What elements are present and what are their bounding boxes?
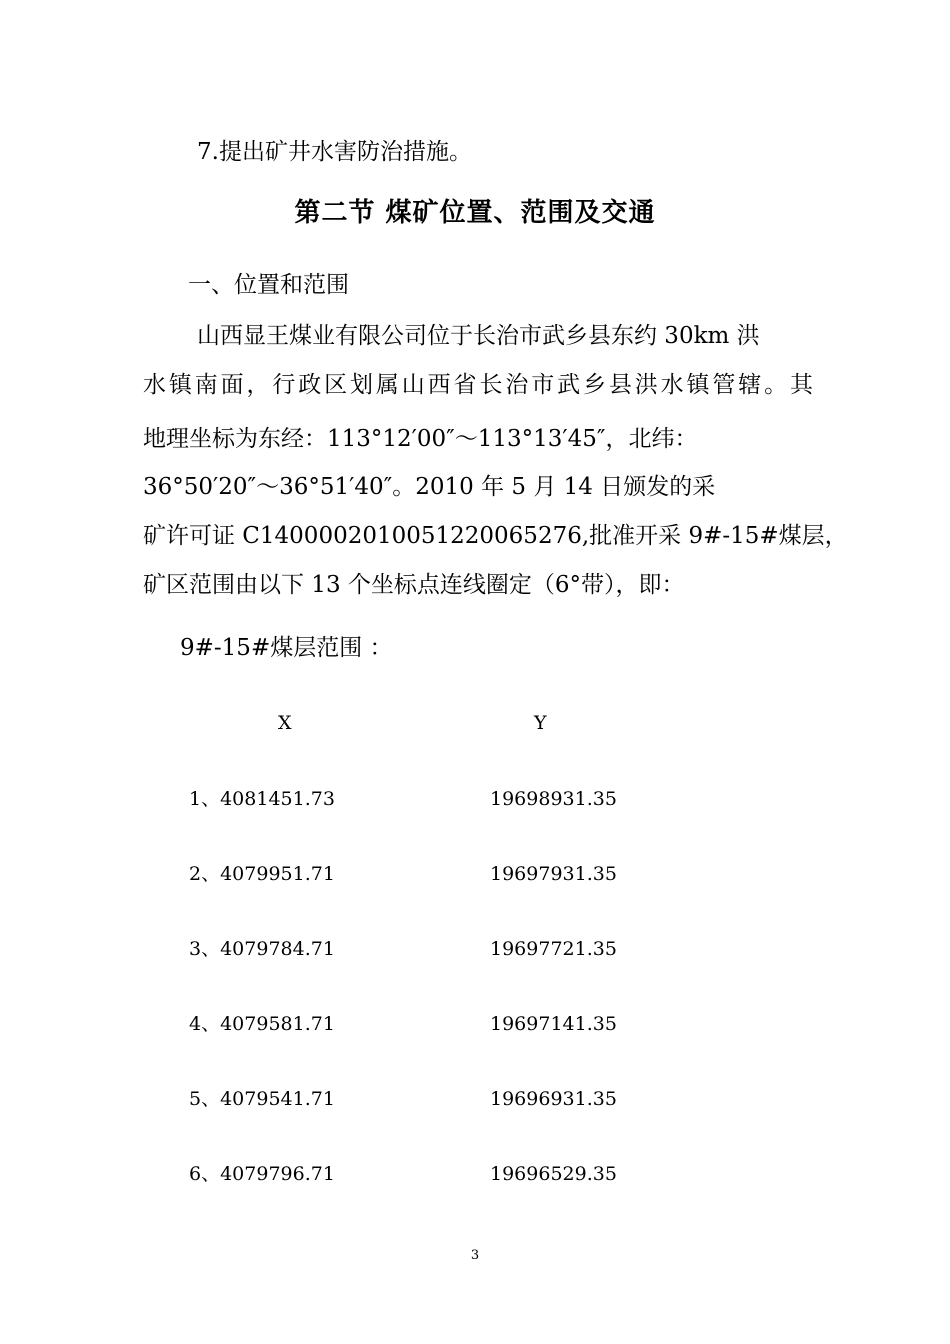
measure-item-7: 7.提出矿井水害防治措施。 bbox=[197, 139, 472, 165]
column-header-y: Y bbox=[534, 712, 547, 734]
coordinate-y: 19697721.35 bbox=[490, 938, 617, 960]
coordinate-x: 2、4079951.71 bbox=[189, 863, 335, 885]
coordinate-x: 1、4081451.73 bbox=[189, 788, 335, 810]
table-row bbox=[0, 1160, 950, 1190]
coordinate-x: 4、4079581.71 bbox=[189, 1013, 335, 1035]
coordinate-x: 6、4079796.71 bbox=[189, 1163, 335, 1185]
coordinate-x: 5、4079541.71 bbox=[189, 1088, 335, 1110]
coordinate-y: 19698931.35 bbox=[490, 788, 617, 810]
paragraph-line-5: 矿许可证 C1400002010051220065276,批准开采 9#-15#煤层， bbox=[143, 523, 848, 549]
subsection-title: 一、位置和范围 bbox=[188, 272, 349, 298]
coordinate-y: 19696529.35 bbox=[490, 1163, 617, 1185]
coordinate-y: 19697931.35 bbox=[490, 863, 617, 885]
coordinate-x: 3、4079784.71 bbox=[189, 938, 335, 960]
coordinate-y: 19697141.35 bbox=[490, 1013, 617, 1035]
paragraph-line-4: 36°50′20″～36°51′40″。2010 年 5 月 14 日颁发的采 bbox=[143, 474, 716, 500]
paragraph-line-3: 地理坐标为东经：113°12′00″～113°13′45″，北纬： bbox=[143, 426, 698, 452]
table-row bbox=[0, 1010, 950, 1040]
paragraph-line-6: 矿区范围由以下 13 个坐标点连线圈定（6°带），即： bbox=[143, 572, 685, 598]
table-row bbox=[0, 860, 950, 890]
paragraph-line-1: 山西显王煤业有限公司位于长治市武乡县东约 30km 洪 bbox=[197, 323, 760, 349]
column-header-x: X bbox=[278, 712, 292, 734]
coordinate-y: 19696931.35 bbox=[490, 1088, 617, 1110]
table-row bbox=[0, 935, 950, 965]
page-number: 3 bbox=[470, 1248, 480, 1263]
paragraph-line-2: 水镇南面，行政区划属山西省长治市武乡县洪水镇管辖。其 bbox=[143, 372, 813, 398]
section-title: 第二节 煤矿位置、范围及交通 bbox=[294, 198, 656, 228]
table-row bbox=[0, 1085, 950, 1115]
table-row bbox=[0, 785, 950, 815]
coal-seam-range-label: 9#-15#煤层范围 ： bbox=[180, 635, 393, 661]
